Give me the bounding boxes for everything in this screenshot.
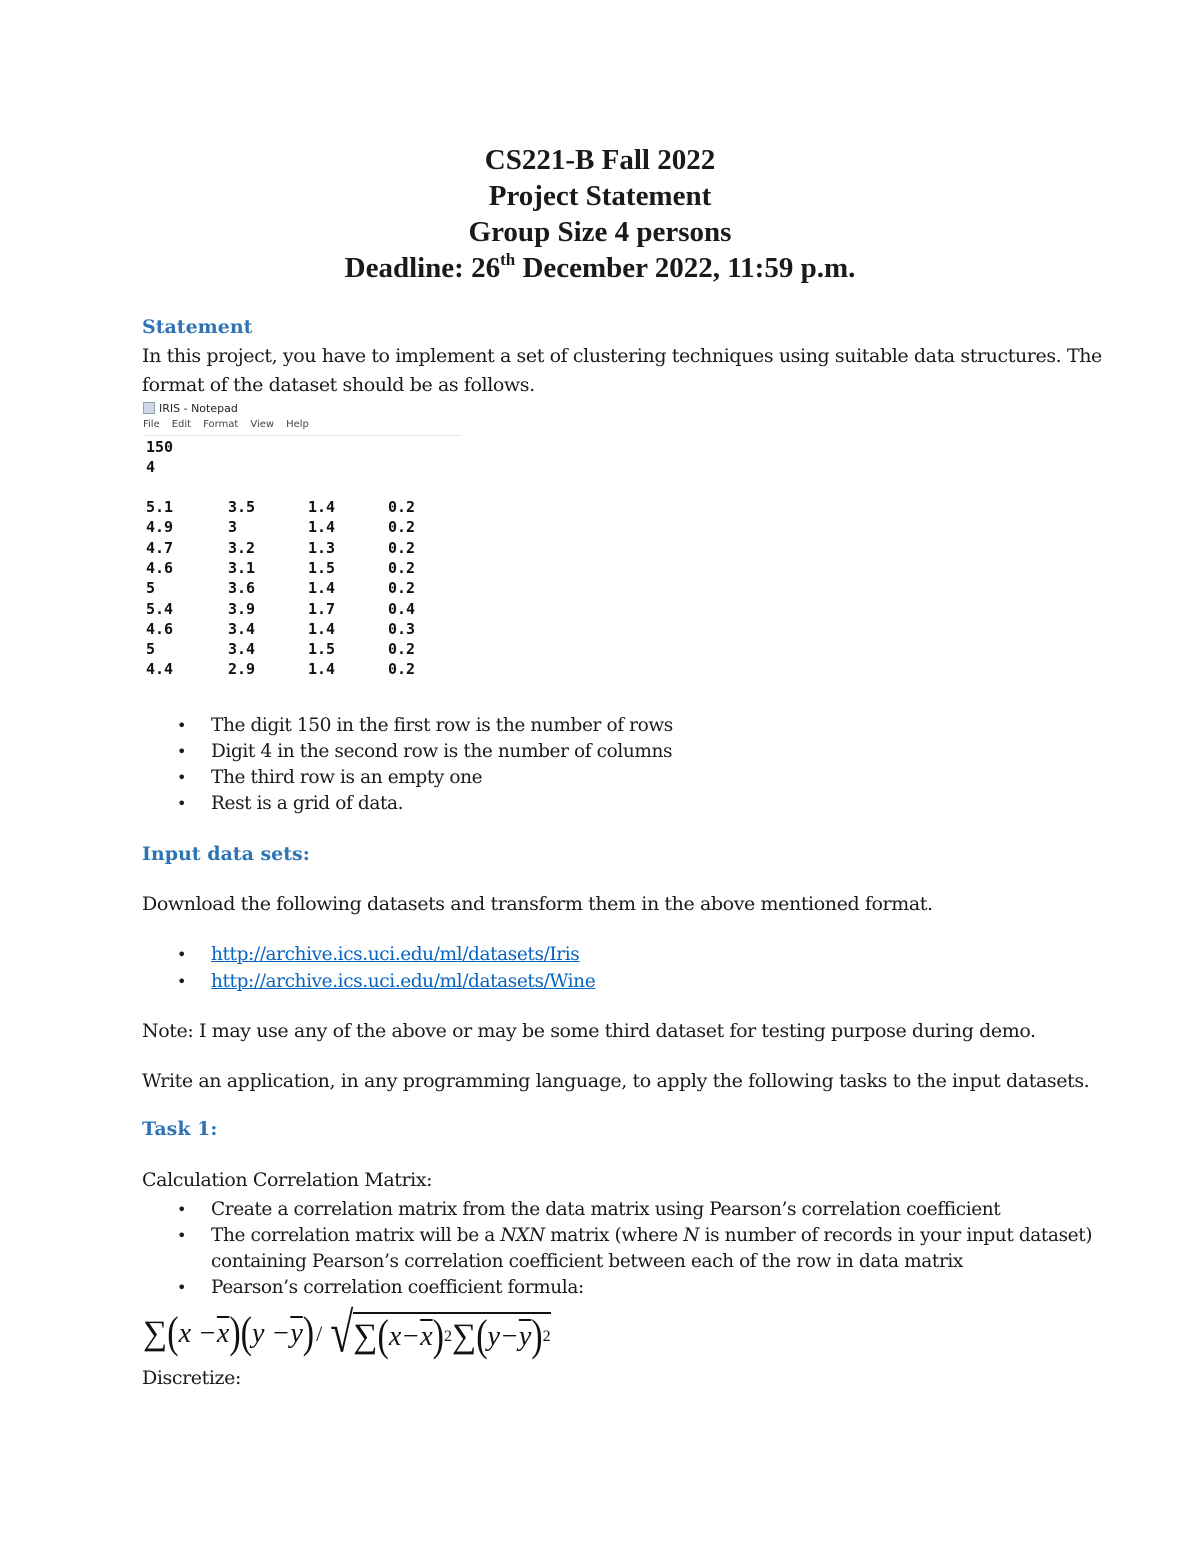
pearson-formula: ∑ ( x − $\overline{x}$ ) ( y − $\overline{y}$ ) / √ ∑ ( x− $\overline{x}$ ) 2 ∑ ( y− $\overline{y}$ ) 2 (143, 1302, 551, 1366)
list-item (142, 969, 595, 996)
menu-format: Format (203, 419, 239, 430)
table-cell: 4.4 (146, 660, 174, 679)
list-item: • Rest is a grid of data. (142, 791, 673, 817)
document-title: Project Statement (488, 180, 712, 212)
table-cell: 2.9 (228, 660, 256, 679)
list-item (142, 942, 595, 969)
table-cell: 4.7 (146, 538, 174, 557)
table-cell: 1.4 (308, 660, 336, 679)
title-block (0, 142, 1200, 286)
table-cell: 0.2 (388, 640, 416, 659)
table-cell: 1.3 (308, 538, 336, 557)
wine-dataset-link[interactable]: http://archive.ics.uci.edu/ml/datasets/Wine (211, 971, 596, 992)
bullet-text-italic: N (683, 1225, 700, 1246)
deadline-sup: th (500, 250, 516, 269)
notepad-column-count: 4 (146, 458, 156, 476)
task1-heading: Task 1: (142, 1118, 218, 1140)
group-size: Group Size 4 persons (468, 216, 732, 248)
task1-subheading: Calculation Correlation Matrix: (142, 1169, 433, 1191)
table-cell: 5 (146, 579, 156, 598)
table-cell: 0.2 (388, 579, 416, 598)
notepad-separator (143, 435, 461, 436)
table-cell: 4.9 (146, 518, 174, 537)
table-cell: 3.1 (228, 558, 256, 577)
menu-help: Help (286, 419, 309, 430)
table-cell: 1.5 (308, 558, 336, 577)
table-cell: 0.2 (388, 538, 416, 557)
menu-file: File (143, 419, 160, 430)
table-cell: 1.4 (308, 579, 336, 598)
deadline-pre: Deadline: 26 (344, 252, 501, 284)
table-cell: 4.6 (146, 619, 174, 638)
deadline-post: December 2022, 11:59 p.m. (515, 252, 856, 284)
note-text: Note: I may use any of the above or may be some third dataset for testing purpose during demo. (142, 1020, 1036, 1042)
table-cell: 5.1 (146, 498, 174, 516)
table-cell: 1.4 (308, 619, 336, 638)
table-cell: 1.4 (308, 518, 336, 537)
deadline (0, 250, 1200, 286)
notepad-titlebar (143, 399, 238, 417)
statement-line-1: In this project, you have to implement a set of clustering techniques using suitable data structures. The (142, 345, 1102, 367)
list-item: • Pearson’s correlation coefficient formula: (142, 1275, 1092, 1301)
list-item (142, 1223, 1092, 1275)
table-cell: 5 (146, 640, 156, 659)
table-cell: 1.7 (308, 599, 336, 618)
iris-dataset-link[interactable]: http://archive.ics.uci.edu/ml/datasets/Iris (211, 944, 580, 965)
menu-edit: Edit (171, 419, 192, 430)
notepad-row-count: 150 (146, 438, 174, 456)
table-cell: 1.5 (308, 640, 336, 659)
list-item: • Create a correlation matrix from the data matrix using Pearson’s correlation coefficient (142, 1197, 1092, 1223)
notepad-title: IRIS - Notepad (159, 401, 238, 415)
notepad-icon (143, 402, 155, 414)
list-item: • Digit 4 in the second row is the number of columns (142, 739, 673, 765)
discretize-text: Discretize: (142, 1367, 241, 1389)
bullet-text: The correlation matrix will be a (211, 1225, 501, 1246)
table-cell: 3.5 (228, 498, 256, 516)
list-item: • The third row is an empty one (142, 765, 673, 791)
course-title: CS221-B Fall 2022 (484, 144, 716, 176)
table-cell: 4.6 (146, 558, 174, 577)
table-cell: 0.3 (388, 619, 416, 638)
notepad-menubar (143, 419, 309, 435)
input-heading: Input data sets: (142, 843, 310, 865)
write-text: Write an application, in any programming language, to apply the following tasks to the input datasets. (142, 1070, 1090, 1092)
table-cell: 3.4 (228, 640, 256, 659)
bullet-text: containing Pearson’s correlation coefficient between each of the row in data matrix (211, 1251, 963, 1272)
table-cell: 0.2 (388, 558, 416, 577)
bullet-text: matrix (where (544, 1225, 684, 1246)
list-item: • The digit 150 in the first row is the number of rows (142, 713, 673, 739)
menu-view: View (250, 419, 275, 430)
table-cell: 5.4 (146, 599, 174, 618)
bullet-text: is number of records in your input dataset) (699, 1225, 1093, 1246)
table-cell: 0.2 (388, 518, 416, 537)
table-cell: 3.6 (228, 579, 256, 598)
table-cell: 3 (228, 518, 238, 537)
statement-line-2: format of the dataset should be as follows. (142, 374, 535, 396)
dataset-link-list (142, 942, 595, 996)
table-cell: 1.4 (308, 498, 336, 516)
table-cell: 0.2 (388, 660, 416, 679)
table-cell: 3.4 (228, 619, 256, 638)
statement-heading: Statement (142, 316, 253, 338)
table-cell: 0.2 (388, 498, 416, 516)
table-cell: 3.9 (228, 599, 256, 618)
task1-bullet-list (142, 1197, 1092, 1301)
format-bullet-list (142, 713, 673, 817)
table-cell: 0.4 (388, 599, 416, 618)
input-instruction: Download the following datasets and transform them in the above mentioned format. (142, 893, 933, 915)
bullet-text-italic: NXN (500, 1225, 545, 1246)
table-cell: 3.2 (228, 538, 256, 557)
